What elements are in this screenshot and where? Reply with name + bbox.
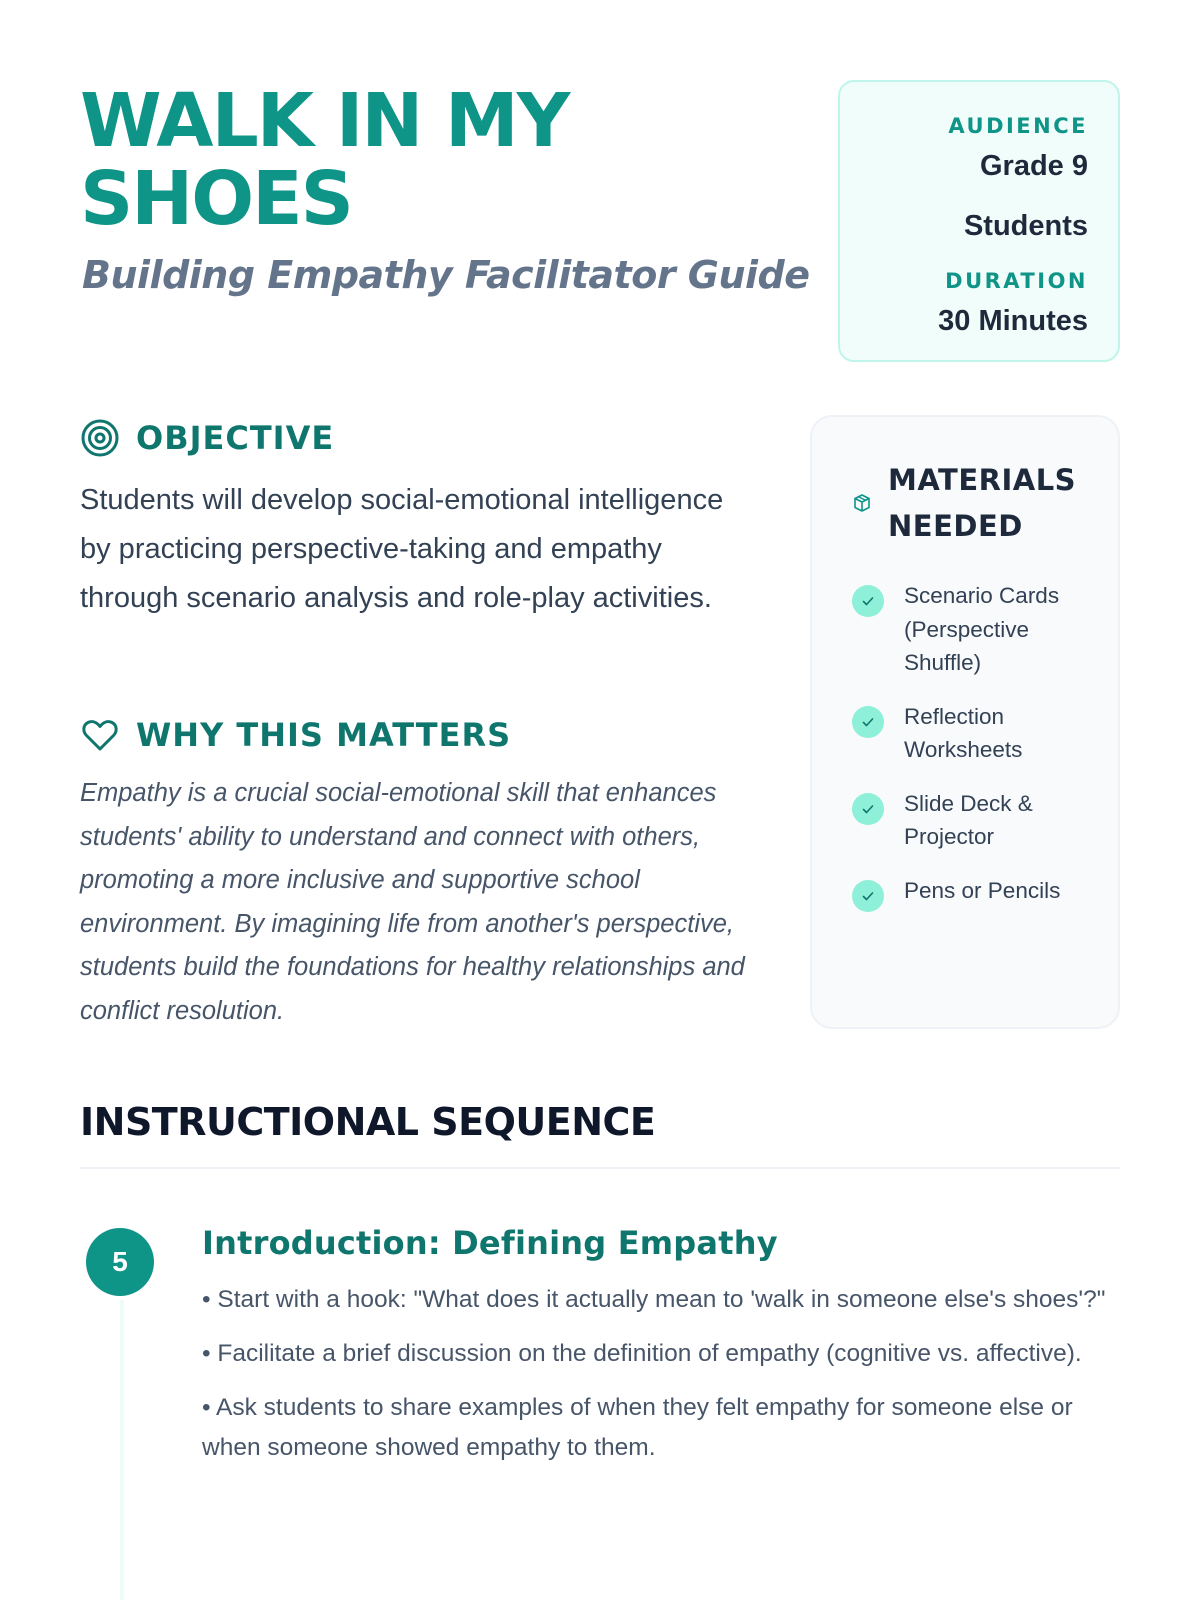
- why-text: Empathy is a crucial social-emotional skill that enhances students' ability to understand and connect with others, promoting a more inclusive and supportive school environment. By imagining life from another's perspective, students build the foundations for healthy relationships and conflict resolution.: [80, 779, 745, 1025]
- why-heading: [80, 715, 511, 755]
- duration-value: 30 Minutes: [938, 305, 1088, 337]
- audience-label: AUDIENCE: [948, 114, 1088, 138]
- materials-heading: [852, 457, 1094, 549]
- objective-heading-label: OBJECTIVE: [136, 419, 335, 457]
- step-bullets: [202, 1280, 1112, 1482]
- objective-text: Students will develop social-emotional intelligence by practicing perspective-taking and empathy through scenario analysis and role-play activities.: [80, 484, 724, 614]
- material-label: Slide Deck & Projector: [904, 790, 1033, 849]
- list-item: [852, 579, 1094, 680]
- duration-label: DURATION: [945, 269, 1088, 293]
- check-icon: [852, 793, 884, 825]
- objective-heading: [80, 418, 334, 458]
- divider: [80, 1167, 1120, 1169]
- list-item: • Start with a hook: "What does it actually mean to 'walk in someone else's shoes'?": [202, 1286, 1106, 1313]
- page-subtitle: Building Empathy Facilitator Guide: [82, 253, 810, 297]
- material-label: Pens or Pencils: [904, 877, 1061, 903]
- step-number-badge: 5: [86, 1228, 154, 1296]
- sequence-heading: INSTRUCTIONAL SEQUENCE: [80, 1100, 656, 1144]
- audience-value-line2: Students: [963, 210, 1088, 242]
- heart-icon: [80, 715, 120, 755]
- box-icon: [852, 493, 872, 513]
- step-title: Introduction: Defining Empathy: [202, 1224, 778, 1262]
- timeline-line: [120, 1290, 124, 1600]
- materials-heading-label: MATERIALS NEEDED: [888, 463, 1077, 543]
- material-label: Scenario Cards (Perspective Shuffle): [904, 583, 1060, 675]
- list-item: [852, 700, 1094, 767]
- why-heading-label: WHY THIS MATTERS: [136, 716, 512, 754]
- meta-box: [838, 80, 1120, 362]
- check-icon: [852, 880, 884, 912]
- materials-list: [852, 579, 1094, 912]
- check-icon: [852, 706, 884, 738]
- check-icon: [852, 585, 884, 617]
- list-item: [852, 787, 1094, 854]
- page-title: WALK IN MY SHOES: [80, 78, 569, 242]
- audience-value: [860, 146, 1088, 247]
- target-icon: [80, 418, 120, 458]
- materials-card: [810, 415, 1120, 1029]
- material-label: Reflection Worksheets: [904, 703, 1023, 762]
- audience-value-line1: Grade 9: [980, 150, 1088, 182]
- list-item: • Ask students to share examples of when they felt empathy for someone else or when someone showed empathy to them.: [202, 1394, 1073, 1461]
- list-item: [852, 874, 1094, 912]
- list-item: • Facilitate a brief discussion on the definition of empathy (cognitive vs. affective).: [202, 1340, 1082, 1367]
